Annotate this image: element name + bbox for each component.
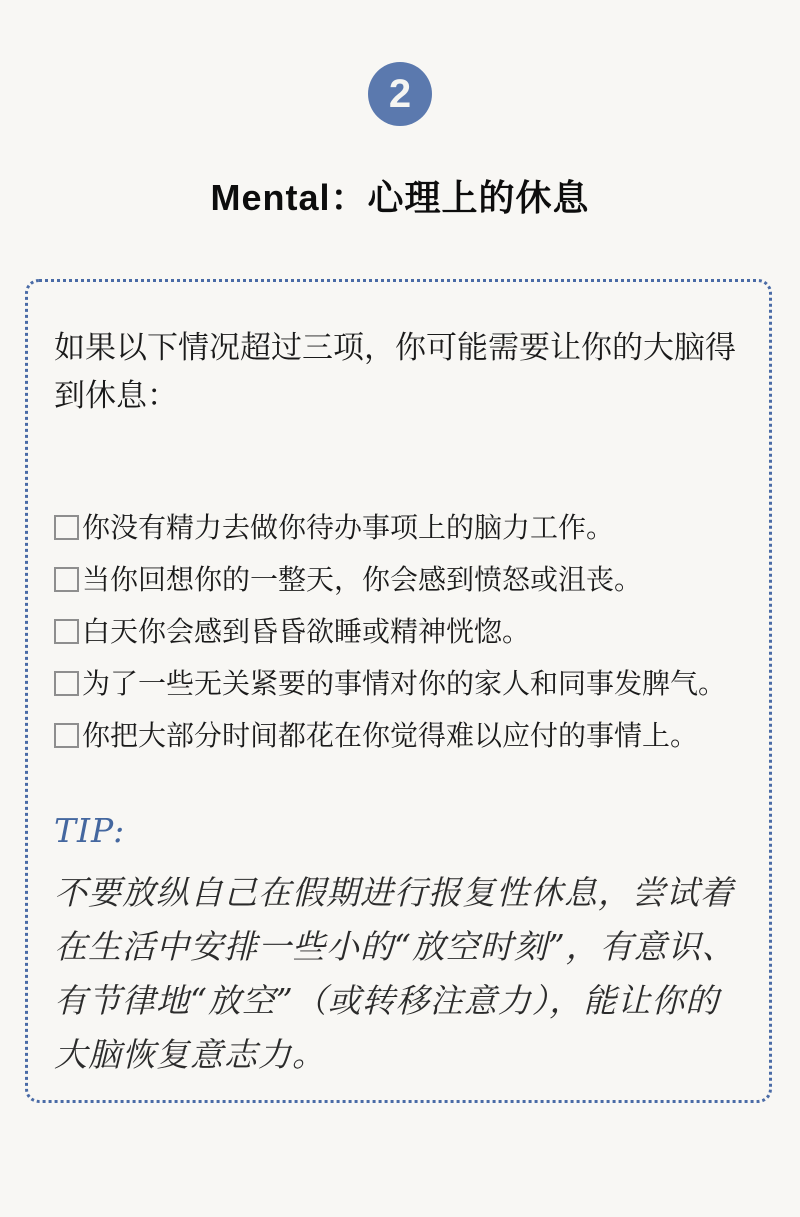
tip-section: [54, 810, 743, 1082]
checklist-card: [25, 279, 772, 1103]
checklist: [54, 510, 743, 754]
tip-text: 不要放纵自己在假期进行报复性休息，尝试着在生活中安排一些小的“放空时刻”，有意识、有节律地“放空”（或转移注意力），能让你的大脑恢复意志力。: [54, 873, 736, 1074]
checklist-item-label: 你把大部分时间都花在你觉得难以应付的事情上。: [82, 720, 699, 751]
checkbox-icon: [54, 671, 79, 696]
checklist-item: [54, 614, 743, 650]
checklist-item-label: 你没有精力去做你待办事项上的脑力工作。: [82, 512, 615, 543]
checklist-item-label: 白天你会感到昏昏欲睡或精神恍惚。: [82, 616, 531, 647]
checkbox-icon: [54, 723, 79, 748]
checkbox-icon: [54, 619, 79, 644]
poster-page: [0, 62, 800, 1217]
tip-label: TIP:: [54, 811, 126, 850]
checklist-item: [54, 562, 743, 598]
step-number-badge: [368, 62, 432, 126]
checklist-item-label: 为了一些无关紧要的事情对你的家人和同事发脾气。: [82, 668, 727, 699]
page-title: Mental：心理上的休息: [210, 177, 590, 218]
checklist-item: [54, 666, 743, 702]
checkbox-icon: [54, 515, 79, 540]
checklist-item: [54, 510, 743, 546]
checklist-item-label: 当你回想你的一整天，你会感到愤怒或沮丧。: [82, 564, 643, 595]
checklist-item: [54, 718, 743, 754]
card-intro: 如果以下情况超过三项，你可能需要让你的大脑得到休息：: [54, 330, 736, 413]
step-number: 2: [388, 72, 412, 116]
checkbox-icon: [54, 567, 79, 592]
